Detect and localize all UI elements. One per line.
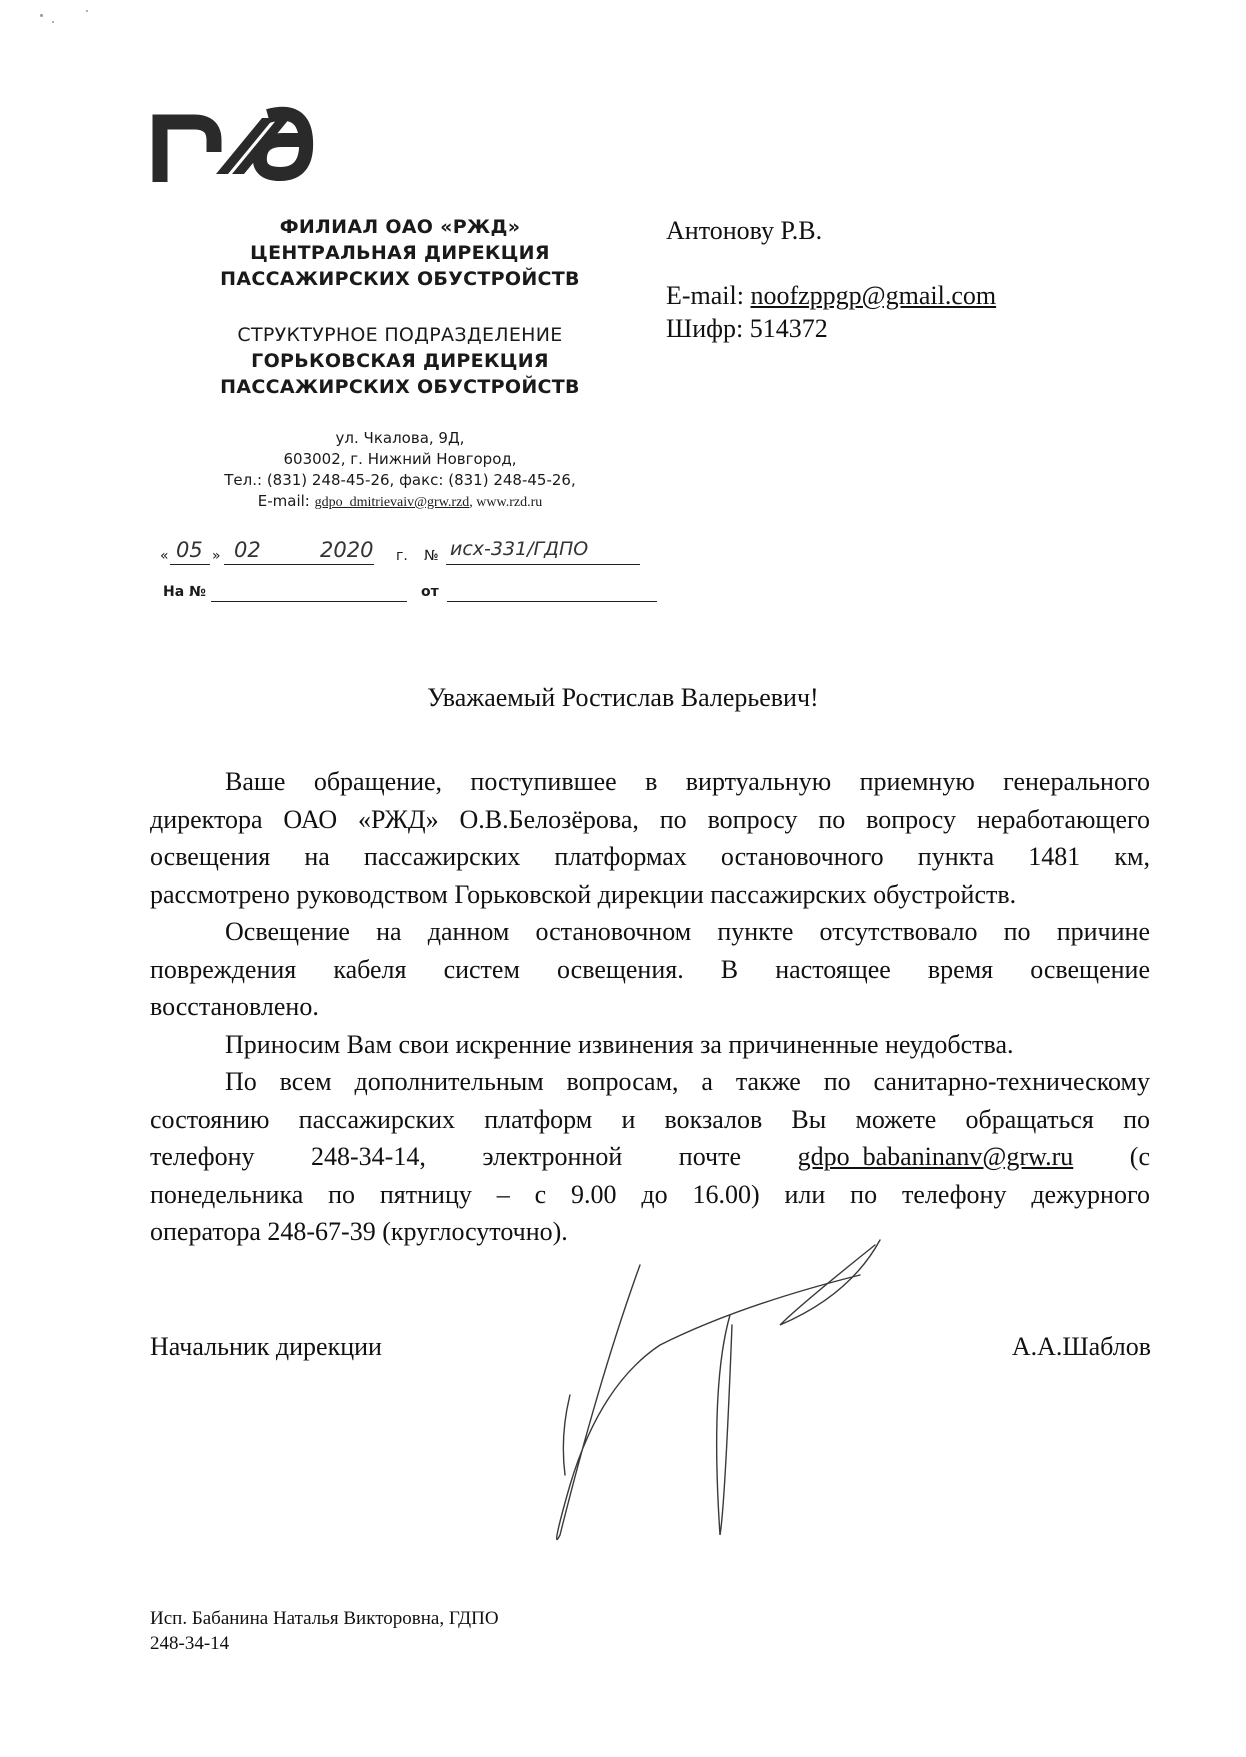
body-line: Приносим Вам свои искренние извинения за причиненные неудобства. <box>225 1029 1014 1059</box>
recipient-email-link[interactable]: noofzppgp@gmail.com <box>750 281 997 310</box>
subdivision-line: ГОРЬКОВСКАЯ ДИРЕКЦИЯ <box>251 350 549 372</box>
branch-line: ФИЛИАЛ ОАО «РЖД» <box>279 216 521 238</box>
body-line: оператора 248-67-39 (круглосуточно). <box>150 1217 568 1246</box>
phone-email-text-end: (с <box>1073 1142 1150 1171</box>
body-line: восстановлено. <box>150 992 319 1021</box>
scan-speck <box>52 21 54 23</box>
executor-name: Исп. Бабанина Наталья Викторовна, ГДПО <box>150 1608 499 1629</box>
date-close-quote: » <box>212 548 221 564</box>
body-line: директора ОАО «РЖД» О.В.Белозёрова, по вопросу по вопросу неработающего <box>150 804 1150 834</box>
letter-body <box>150 763 1150 1251</box>
recipient-name: Антонову Р.В. <box>666 216 823 245</box>
body-line: состоянию пассажирских платформ и вокзалов Вы можете обращаться по <box>150 1104 1150 1134</box>
address-line: Тел.: (831) 248-45-26, факс: (831) 248-45-26, <box>224 471 576 489</box>
phone-email-text: телефону 248-34-14, электронной почте <box>150 1142 798 1171</box>
recipient-block <box>666 214 996 345</box>
branch-line: ПАССАЖИРСКИХ ОБУСТРОЙСТВ <box>220 268 580 290</box>
body-line: По всем дополнительным вопросам, а также по санитарно-техническому <box>225 1067 1150 1096</box>
body-line: повреждения кабеля систем освещения. В настоящее время освещение <box>150 954 1150 984</box>
day-underline <box>170 564 210 565</box>
body-line: понедельника по пятницу – с 9.00 до 16.00) или по телефону дежурного <box>150 1179 1150 1209</box>
ref-number-blank <box>211 601 407 602</box>
organization-email-link[interactable]: gdpo_dmitrievaiv@grw.rzd <box>314 495 470 510</box>
body-line: Освещение на данном остановочном пункте отсутствовало по причине <box>225 917 1150 946</box>
date-year: 2020 <box>320 538 374 562</box>
recipient-spacer <box>666 247 996 279</box>
email-label: E-mail: <box>257 492 315 510</box>
executor-phone: 248-34-14 <box>150 1633 230 1654</box>
signer-position: Начальник дирекции <box>150 1332 382 1361</box>
branch-line: ЦЕНТРАЛЬНАЯ ДИРЕКЦИЯ <box>250 242 550 264</box>
address-line: ул. Чкалова, 9Д, <box>335 429 465 447</box>
ref-date-blank <box>447 601 657 602</box>
number-underline <box>446 564 640 565</box>
recipient-cipher: Шифр: 514372 <box>666 314 828 343</box>
date-day: 05 <box>176 538 203 562</box>
handwritten-signature <box>540 1235 940 1545</box>
body-line: рассмотрено руководством Горьковской дирекции пассажирских обустройств. <box>150 879 1017 909</box>
subdivision-line: ПАССАЖИРСКИХ ОБУСТРОЙСТВ <box>220 376 580 398</box>
date-month: 02 <box>234 538 261 562</box>
month-year-underline <box>224 564 374 565</box>
subdivision-line: СТРУКТУРНОЕ ПОДРАЗДЕЛЕНИЕ <box>237 324 563 346</box>
signer-name: А.А.Шаблов <box>1011 1332 1151 1361</box>
organization-subdivision <box>190 322 610 400</box>
outgoing-number: исх-331/ГДПО <box>450 538 589 560</box>
scan-speck <box>40 14 43 17</box>
number-label: № <box>424 548 439 564</box>
organization-branch <box>190 214 610 292</box>
body-line: Ваше обращение, поступившее в виртуальную приемную генерального <box>225 767 1150 796</box>
executor-block <box>150 1606 499 1656</box>
organization-address <box>150 428 650 513</box>
greeting: Уважаемый Ростислав Валерьевич! <box>427 683 819 712</box>
date-year-suffix: г. <box>396 548 408 564</box>
recipient-email-line <box>666 279 996 312</box>
email-line <box>150 491 650 513</box>
rzd-logo <box>150 100 320 190</box>
date-open-quote: « <box>160 548 169 564</box>
body-line-with-email <box>150 1138 1150 1176</box>
incoming-reference <box>163 584 683 610</box>
recipient-email-label: E-mail: <box>666 281 751 310</box>
organization-website: , www.rzd.ru <box>469 495 543 510</box>
address-line: 603002, г. Нижний Новгород, <box>283 450 517 468</box>
scan-speck <box>86 10 88 12</box>
outgoing-date-number <box>160 538 680 568</box>
body-line: освещения на пассажирских платформах остановочного пункта 1481 км, <box>150 842 1150 871</box>
ref-from-label: от <box>421 584 439 600</box>
ref-number-label: На № <box>163 584 206 600</box>
contact-email-link[interactable]: gdpo_babaninanv@grw.ru <box>797 1142 1074 1171</box>
